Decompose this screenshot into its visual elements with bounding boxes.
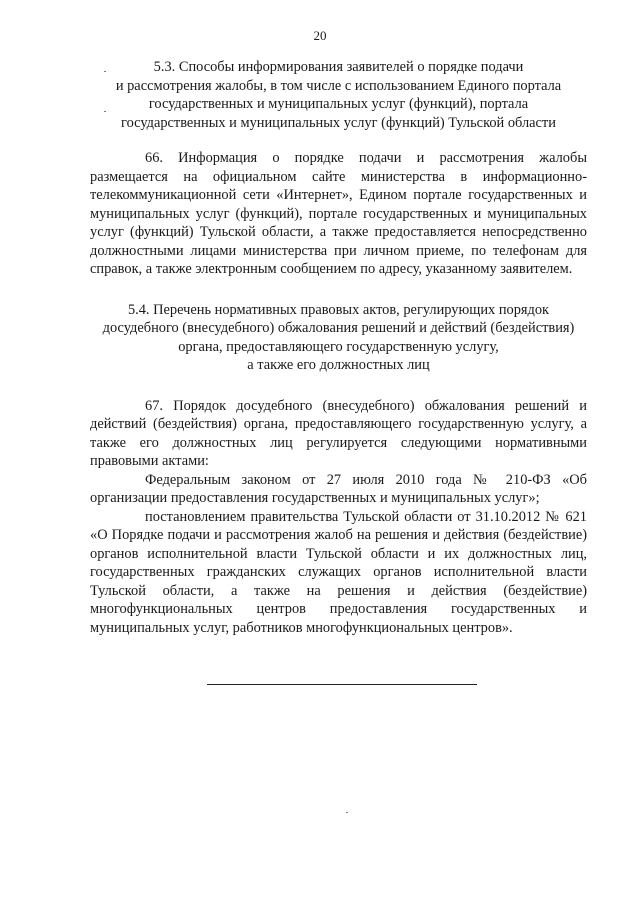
heading-line: государственных и муниципальных услуг (функций) Тульской области xyxy=(121,114,556,131)
closing-separator-line xyxy=(207,684,477,685)
scan-speck xyxy=(104,71,106,72)
heading-line: досудебного (внесудебного) обжалования решений и действий (бездействия) xyxy=(102,320,575,336)
heading-line: и рассмотрения жалобы, в том числе с использованием Единого портала xyxy=(115,77,562,94)
section-heading-5-3 xyxy=(90,58,587,132)
paragraph-67: 67. Порядок досудебного (внесудебного) обжалования решений и действий (бездействия) органа, предоставляющего государственную услугу, а также его должностных лиц регулируется следующими нормативными правовыми актами: xyxy=(90,397,587,469)
page-number: 20 xyxy=(313,28,327,43)
scan-speck xyxy=(346,812,348,813)
document-body xyxy=(90,58,587,637)
heading-line: государственных и муниципальных услуг (функций), портала xyxy=(148,96,529,112)
heading-line: а также его должностных лиц xyxy=(247,357,430,373)
paragraph-66: 66. Информация о порядке подачи и рассмотрения жалобы размещается на официальном сайте министерства в информационно-телекоммуникационной сети «Интернет», Едином портале государственных и муниципальных услуг (функций), портале государственных и муниципальных услуг (функций) Тульской области, а также предоставляется непосредственно должностными лицами министерства при личном приеме, по телефонам для справок, а также электронным сообщением по адресу, указанному заявителем. xyxy=(90,150,587,277)
scan-speck xyxy=(104,111,106,112)
heading-line: 5.4. Перечень нормативных правовых актов, регулирующих порядок xyxy=(127,301,550,318)
legal-act-federal-law: Федеральным законом от 27 июля 2010 года № 210-ФЗ «Об организации предоставления государственных и муниципальных услуг»; xyxy=(90,471,587,506)
heading-line: органа, предоставляющего государственную услугу, xyxy=(178,338,499,355)
legal-act-regional-resolution: постановлением правительства Тульской области от 31.10.2012 № 621 «О Порядке подачи и рассмотрения жалоб на решения и действия (бездействие) органов исполнительной власти Тульской области и их должностных лиц, государственных гражданских служащих органов исполнительной власти Тульской области, а также на решения и действия (бездействие) многофункциональных центров предоставления государственных и муниципальных услуг, работников многофункциональных центров». xyxy=(90,508,587,636)
heading-line: 5.3. Способы информирования заявителей о порядке подачи xyxy=(153,59,524,75)
section-heading-5-4 xyxy=(90,301,587,375)
